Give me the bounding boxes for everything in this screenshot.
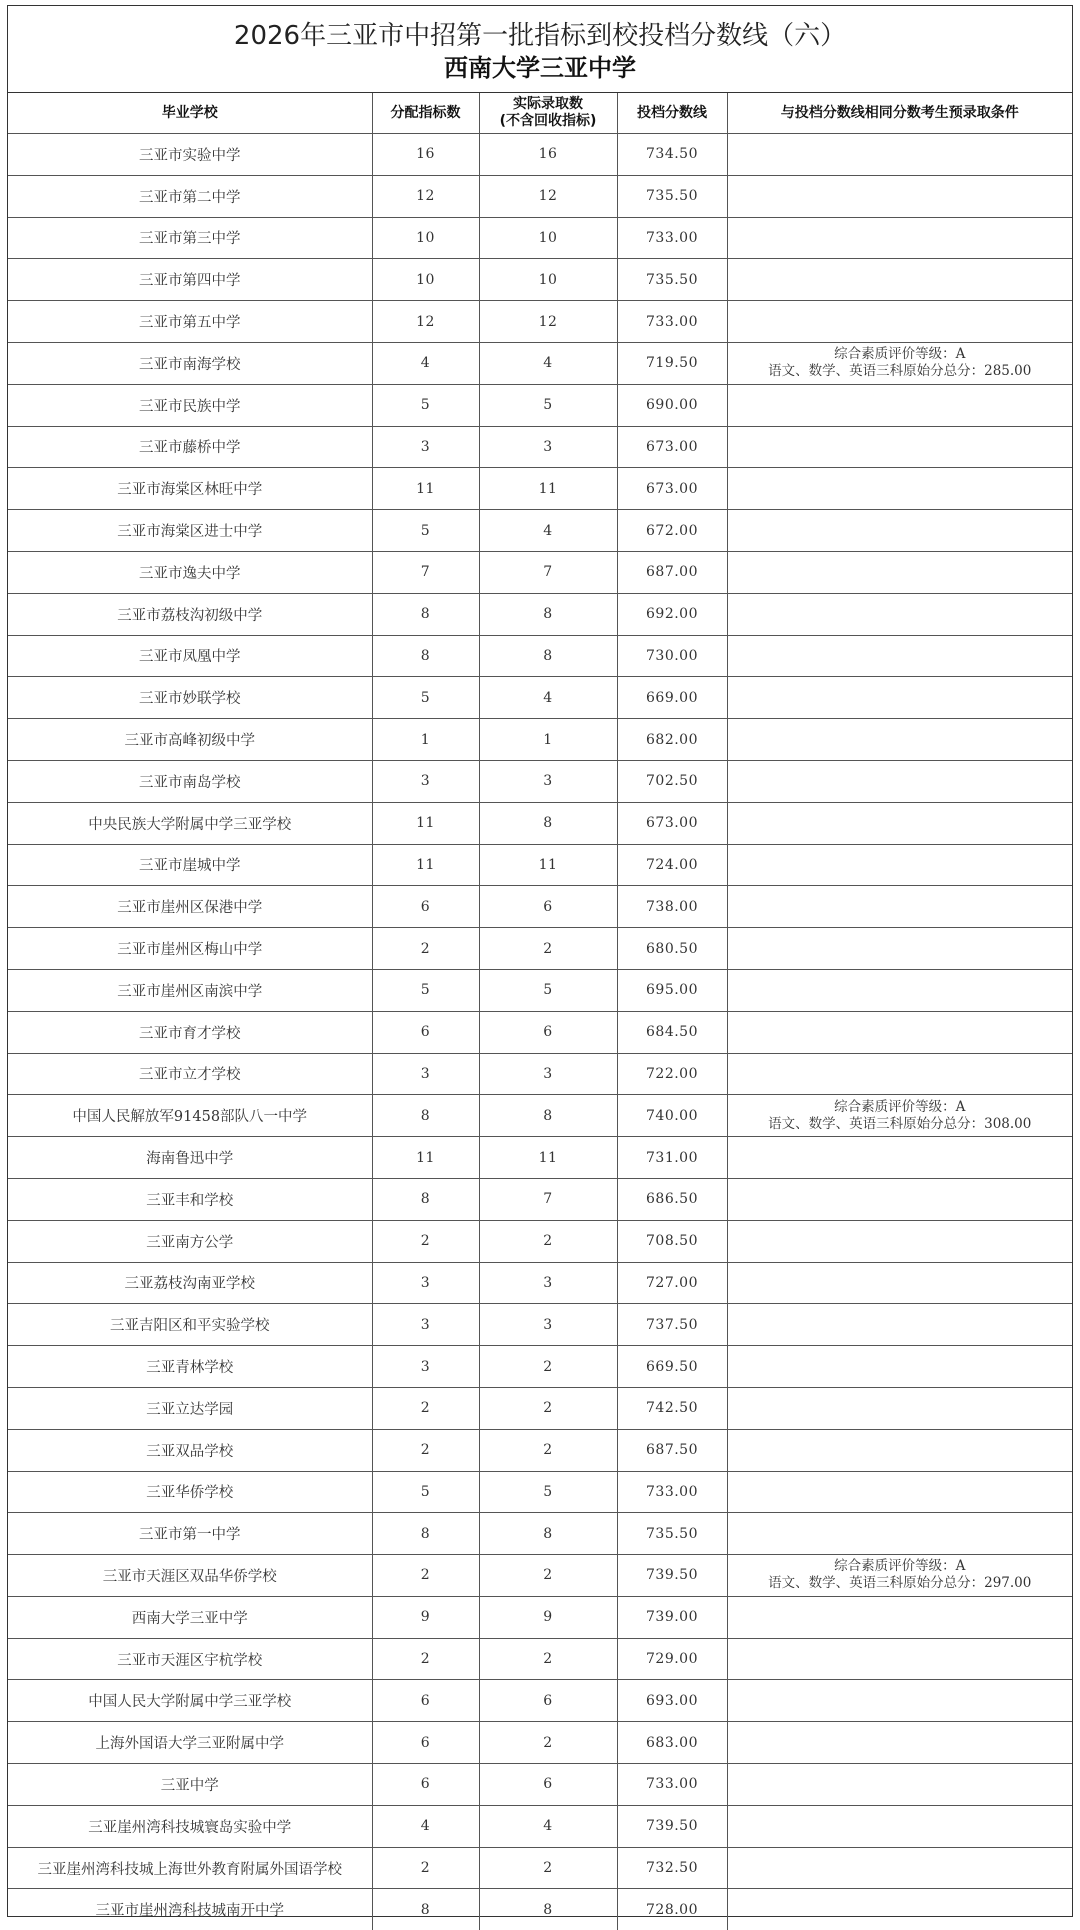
cell-school: 三亚市逸夫中学 (8, 551, 372, 593)
table-row (8, 886, 1072, 928)
cell-admitted: 5 (479, 969, 617, 1011)
cell-admitted: 6 (479, 886, 617, 928)
cell-admitted: 3 (479, 760, 617, 802)
table-row (8, 217, 1072, 259)
cell-score: 683.00 (617, 1722, 727, 1764)
cell-score: 733.00 (617, 217, 727, 259)
cell-quota: 8 (372, 1513, 479, 1555)
cell-condition (727, 1680, 1072, 1722)
table-row (8, 1471, 1072, 1513)
table-row (8, 1304, 1072, 1346)
cell-admitted: 8 (479, 1095, 617, 1137)
cell-condition (727, 719, 1072, 761)
cell-school: 三亚南方公学 (8, 1220, 372, 1262)
cell-quota: 3 (372, 1304, 479, 1346)
cell-score: 735.50 (617, 1513, 727, 1555)
cell-score: 739.00 (617, 1596, 727, 1638)
table-row (8, 844, 1072, 886)
cell-quota: 10 (372, 217, 479, 259)
cell-admitted: 16 (479, 134, 617, 176)
table-row (8, 1596, 1072, 1638)
cell-quota: 11 (372, 468, 479, 510)
cell-score: 693.00 (617, 1680, 727, 1722)
cell-quota: 2 (372, 1847, 479, 1889)
cell-admitted: 9 (479, 1596, 617, 1638)
header-condition: 与投档分数线相同分数考生预录取条件 (727, 93, 1072, 134)
cell-admitted: 10 (479, 217, 617, 259)
cell-admitted: 2 (479, 1722, 617, 1764)
cell-quota: 12 (372, 301, 479, 343)
cell-condition (727, 175, 1072, 217)
cell-quota: 2 (372, 1220, 479, 1262)
cell-score: 730.00 (617, 635, 727, 677)
cell-admitted: 5 (479, 384, 617, 426)
cell-admitted: 2 (479, 1638, 617, 1680)
cell-admitted: 3 (479, 1053, 617, 1095)
cell-condition (727, 1137, 1072, 1179)
table-row (8, 426, 1072, 468)
table-row (8, 1387, 1072, 1429)
cell-score: 737.50 (617, 1304, 727, 1346)
cell-condition (727, 1555, 1072, 1597)
cell-condition (727, 635, 1072, 677)
cell-school: 三亚市第四中学 (8, 259, 372, 301)
cell-quota: 8 (372, 635, 479, 677)
table-row (8, 802, 1072, 844)
cell-school: 三亚市天涯区宇杭学校 (8, 1638, 372, 1680)
cell-condition (727, 1346, 1072, 1388)
cell-score: 735.50 (617, 175, 727, 217)
cell-condition (727, 301, 1072, 343)
cell-school: 三亚市实验中学 (8, 134, 372, 176)
cell-admitted: 8 (479, 593, 617, 635)
cell-condition (727, 1220, 1072, 1262)
score-table (8, 93, 1072, 1930)
header-admitted (479, 93, 617, 134)
cell-quota: 11 (372, 844, 479, 886)
cell-admitted: 4 (479, 342, 617, 384)
cell-score: 735.50 (617, 259, 727, 301)
table-header-row (8, 93, 1072, 134)
cell-score: 669.50 (617, 1346, 727, 1388)
cell-condition (727, 342, 1072, 384)
cell-school: 三亚崖州湾科技城上海世外教育附属外国语学校 (8, 1847, 372, 1889)
table-row (8, 1346, 1072, 1388)
cell-school: 三亚双品学校 (8, 1429, 372, 1471)
cell-quota: 3 (372, 426, 479, 468)
cell-score: 673.00 (617, 468, 727, 510)
cell-quota: 2 (372, 1429, 479, 1471)
cell-school: 三亚市崖州区梅山中学 (8, 928, 372, 970)
cell-score: 733.00 (617, 1764, 727, 1806)
cell-admitted: 4 (479, 677, 617, 719)
cell-condition (727, 802, 1072, 844)
cell-quota: 11 (372, 1137, 479, 1179)
table-row (8, 1722, 1072, 1764)
table-row (8, 342, 1072, 384)
cell-admitted: 3 (479, 426, 617, 468)
cell-score: 722.00 (617, 1053, 727, 1095)
cell-quota: 6 (372, 1011, 479, 1053)
page-subtitle: 西南大学三亚中学 (8, 52, 1072, 84)
cell-condition (727, 1513, 1072, 1555)
cell-quota: 3 (372, 760, 479, 802)
cell-score: 672.00 (617, 510, 727, 552)
cell-admitted: 3 (479, 1262, 617, 1304)
cell-school: 三亚市妙联学校 (8, 677, 372, 719)
cell-admitted: 2 (479, 1387, 617, 1429)
condition-line-2: 语文、数学、英语三科原始分总分：308.00 (728, 1116, 1073, 1133)
cell-school: 三亚市立才学校 (8, 1053, 372, 1095)
table-row (8, 1220, 1072, 1262)
cell-score: 729.00 (617, 1638, 727, 1680)
cell-quota: 5 (372, 1471, 479, 1513)
cell-quota: 3 (372, 1053, 479, 1095)
cell-admitted: 12 (479, 301, 617, 343)
table-row (8, 1429, 1072, 1471)
cell-condition (727, 969, 1072, 1011)
header-quota: 分配指标数 (372, 93, 479, 134)
header-admitted-line1: 实际录取数 (480, 96, 617, 113)
table-row (8, 1805, 1072, 1847)
cell-score: 734.50 (617, 134, 727, 176)
cell-condition (727, 593, 1072, 635)
cell-quota: 8 (372, 1889, 479, 1930)
cell-school: 三亚市第三中学 (8, 217, 372, 259)
cell-quota: 6 (372, 1764, 479, 1806)
cell-quota: 3 (372, 1346, 479, 1388)
cell-score: 719.50 (617, 342, 727, 384)
cell-score: 740.00 (617, 1095, 727, 1137)
cell-condition (727, 217, 1072, 259)
cell-score: 687.00 (617, 551, 727, 593)
cell-school: 三亚市高峰初级中学 (8, 719, 372, 761)
cell-condition (727, 1429, 1072, 1471)
header-admitted-line2: (不含回收指标) (480, 113, 617, 130)
cell-school: 三亚市第二中学 (8, 175, 372, 217)
cell-score: 673.00 (617, 802, 727, 844)
table-row (8, 510, 1072, 552)
cell-condition (727, 886, 1072, 928)
cell-school: 三亚立达学园 (8, 1387, 372, 1429)
table-row (8, 1638, 1072, 1680)
cell-quota: 6 (372, 886, 479, 928)
cell-school: 三亚市凤凰中学 (8, 635, 372, 677)
table-row (8, 1095, 1072, 1137)
cell-score: 690.00 (617, 384, 727, 426)
cell-condition (727, 1053, 1072, 1095)
cell-score: 687.50 (617, 1429, 727, 1471)
table-row (8, 1262, 1072, 1304)
cell-score: 669.00 (617, 677, 727, 719)
cell-school: 三亚市南海学校 (8, 342, 372, 384)
table-row (8, 1513, 1072, 1555)
cell-condition (727, 1387, 1072, 1429)
cell-quota: 2 (372, 1555, 479, 1597)
cell-school: 中国人民大学附属中学三亚学校 (8, 1680, 372, 1722)
cell-admitted: 12 (479, 175, 617, 217)
table-row (8, 301, 1072, 343)
cell-school: 三亚市荔枝沟初级中学 (8, 593, 372, 635)
cell-score: 733.00 (617, 1471, 727, 1513)
cell-score: 692.00 (617, 593, 727, 635)
cell-condition (727, 1304, 1072, 1346)
table-row (8, 1011, 1072, 1053)
cell-condition (727, 928, 1072, 970)
cell-admitted: 2 (479, 1220, 617, 1262)
cell-school: 三亚荔枝沟南亚学校 (8, 1262, 372, 1304)
cell-score: 731.00 (617, 1137, 727, 1179)
table-row (8, 593, 1072, 635)
cell-condition (727, 1011, 1072, 1053)
cell-admitted: 6 (479, 1764, 617, 1806)
cell-quota: 9 (372, 1596, 479, 1638)
cell-school: 上海外国语大学三亚附属中学 (8, 1722, 372, 1764)
table-row (8, 175, 1072, 217)
cell-quota: 2 (372, 1638, 479, 1680)
cell-condition (727, 1471, 1072, 1513)
cell-school: 三亚市民族中学 (8, 384, 372, 426)
table-row (8, 1137, 1072, 1179)
cell-quota: 5 (372, 969, 479, 1011)
cell-school: 三亚市藤桥中学 (8, 426, 372, 468)
cell-condition (727, 1764, 1072, 1806)
cell-admitted: 3 (479, 1304, 617, 1346)
score-sheet (7, 5, 1073, 1917)
cell-condition (727, 1262, 1072, 1304)
condition-line-2: 语文、数学、英语三科原始分总分：285.00 (728, 363, 1073, 380)
cell-condition (727, 426, 1072, 468)
cell-school: 三亚市崖州湾科技城南开中学 (8, 1889, 372, 1930)
cell-quota: 1 (372, 719, 479, 761)
cell-score: 702.50 (617, 760, 727, 802)
table-row (8, 928, 1072, 970)
cell-school: 三亚吉阳区和平实验学校 (8, 1304, 372, 1346)
cell-score: 680.50 (617, 928, 727, 970)
cell-school: 三亚中学 (8, 1764, 372, 1806)
cell-school: 三亚青林学校 (8, 1346, 372, 1388)
cell-quota: 3 (372, 1262, 479, 1304)
cell-score: 684.50 (617, 1011, 727, 1053)
cell-admitted: 2 (479, 1346, 617, 1388)
cell-condition (727, 551, 1072, 593)
condition-line-2: 语文、数学、英语三科原始分总分：297.00 (728, 1575, 1073, 1592)
table-row (8, 635, 1072, 677)
condition-line-1: 综合素质评价等级：A (728, 346, 1073, 363)
cell-quota: 10 (372, 259, 479, 301)
cell-quota: 12 (372, 175, 479, 217)
cell-admitted: 8 (479, 1513, 617, 1555)
cell-quota: 6 (372, 1680, 479, 1722)
cell-admitted: 11 (479, 1137, 617, 1179)
cell-condition (727, 1095, 1072, 1137)
header-school: 毕业学校 (8, 93, 372, 134)
cell-condition (727, 134, 1072, 176)
cell-school: 中国人民解放军91458部队八一中学 (8, 1095, 372, 1137)
cell-condition (727, 760, 1072, 802)
cell-quota: 11 (372, 802, 479, 844)
cell-score: 739.50 (617, 1555, 727, 1597)
cell-school: 三亚市崖州区南滨中学 (8, 969, 372, 1011)
cell-school: 三亚丰和学校 (8, 1178, 372, 1220)
cell-condition (727, 1596, 1072, 1638)
cell-school: 三亚市第五中学 (8, 301, 372, 343)
cell-school: 三亚市崖州区保港中学 (8, 886, 372, 928)
table-row (8, 1680, 1072, 1722)
cell-school: 三亚市海棠区进士中学 (8, 510, 372, 552)
cell-admitted: 7 (479, 551, 617, 593)
cell-admitted: 11 (479, 844, 617, 886)
table-row (8, 1178, 1072, 1220)
cell-quota: 7 (372, 551, 479, 593)
cell-admitted: 2 (479, 1555, 617, 1597)
cell-score: 724.00 (617, 844, 727, 886)
cell-quota: 4 (372, 342, 479, 384)
table-row (8, 719, 1072, 761)
cell-admitted: 2 (479, 1847, 617, 1889)
cell-score: 733.00 (617, 301, 727, 343)
cell-quota: 8 (372, 593, 479, 635)
table-row (8, 1053, 1072, 1095)
cell-admitted: 5 (479, 1471, 617, 1513)
cell-admitted: 6 (479, 1680, 617, 1722)
cell-condition (727, 1638, 1072, 1680)
cell-quota: 8 (372, 1095, 479, 1137)
cell-admitted: 8 (479, 635, 617, 677)
header-score: 投档分数线 (617, 93, 727, 134)
cell-quota: 8 (372, 1178, 479, 1220)
cell-score: 686.50 (617, 1178, 727, 1220)
cell-school: 中央民族大学附属中学三亚学校 (8, 802, 372, 844)
title-block (8, 6, 1072, 93)
cell-school: 三亚市崖城中学 (8, 844, 372, 886)
cell-score: 739.50 (617, 1805, 727, 1847)
table-row (8, 259, 1072, 301)
table-row (8, 551, 1072, 593)
cell-admitted: 2 (479, 928, 617, 970)
condition-line-1: 综合素质评价等级：A (728, 1558, 1073, 1575)
cell-condition (727, 510, 1072, 552)
cell-quota: 5 (372, 677, 479, 719)
cell-condition (727, 844, 1072, 886)
table-row (8, 1889, 1072, 1930)
cell-score: 742.50 (617, 1387, 727, 1429)
table-row (8, 1764, 1072, 1806)
cell-admitted: 2 (479, 1429, 617, 1471)
cell-school: 三亚市天涯区双品华侨学校 (8, 1555, 372, 1597)
cell-admitted: 7 (479, 1178, 617, 1220)
cell-school: 西南大学三亚中学 (8, 1596, 372, 1638)
cell-school: 三亚崖州湾科技城寰岛实验中学 (8, 1805, 372, 1847)
cell-quota: 5 (372, 384, 479, 426)
table-row (8, 760, 1072, 802)
table-row (8, 1555, 1072, 1597)
table-row (8, 384, 1072, 426)
cell-score: 708.50 (617, 1220, 727, 1262)
cell-quota: 2 (372, 1387, 479, 1429)
cell-admitted: 8 (479, 802, 617, 844)
cell-condition (727, 1722, 1072, 1764)
cell-condition (727, 677, 1072, 719)
cell-score: 738.00 (617, 886, 727, 928)
cell-admitted: 8 (479, 1889, 617, 1930)
cell-school: 三亚华侨学校 (8, 1471, 372, 1513)
cell-score: 727.00 (617, 1262, 727, 1304)
cell-condition (727, 468, 1072, 510)
cell-school: 三亚市海棠区林旺中学 (8, 468, 372, 510)
cell-quota: 5 (372, 510, 479, 552)
cell-school: 三亚市育才学校 (8, 1011, 372, 1053)
condition-line-1: 综合素质评价等级：A (728, 1099, 1073, 1116)
page-title: 2026年三亚市中招第一批指标到校投档分数线（六） (8, 20, 1072, 52)
cell-score: 695.00 (617, 969, 727, 1011)
table-row (8, 969, 1072, 1011)
cell-condition (727, 384, 1072, 426)
table-body (8, 134, 1072, 1930)
cell-condition (727, 1889, 1072, 1930)
cell-school: 三亚市第一中学 (8, 1513, 372, 1555)
cell-school: 海南鲁迅中学 (8, 1137, 372, 1179)
table-row (8, 134, 1072, 176)
table-row (8, 1847, 1072, 1889)
cell-condition (727, 1805, 1072, 1847)
cell-condition (727, 259, 1072, 301)
cell-admitted: 10 (479, 259, 617, 301)
cell-condition (727, 1178, 1072, 1220)
cell-score: 682.00 (617, 719, 727, 761)
table-row (8, 468, 1072, 510)
cell-score: 732.50 (617, 1847, 727, 1889)
cell-quota: 6 (372, 1722, 479, 1764)
cell-admitted: 11 (479, 468, 617, 510)
cell-quota: 4 (372, 1805, 479, 1847)
cell-admitted: 4 (479, 1805, 617, 1847)
cell-admitted: 1 (479, 719, 617, 761)
cell-condition (727, 1847, 1072, 1889)
cell-admitted: 6 (479, 1011, 617, 1053)
table-row (8, 677, 1072, 719)
cell-score: 728.00 (617, 1889, 727, 1930)
cell-admitted: 4 (479, 510, 617, 552)
cell-score: 673.00 (617, 426, 727, 468)
cell-school: 三亚市南岛学校 (8, 760, 372, 802)
cell-quota: 16 (372, 134, 479, 176)
cell-quota: 2 (372, 928, 479, 970)
